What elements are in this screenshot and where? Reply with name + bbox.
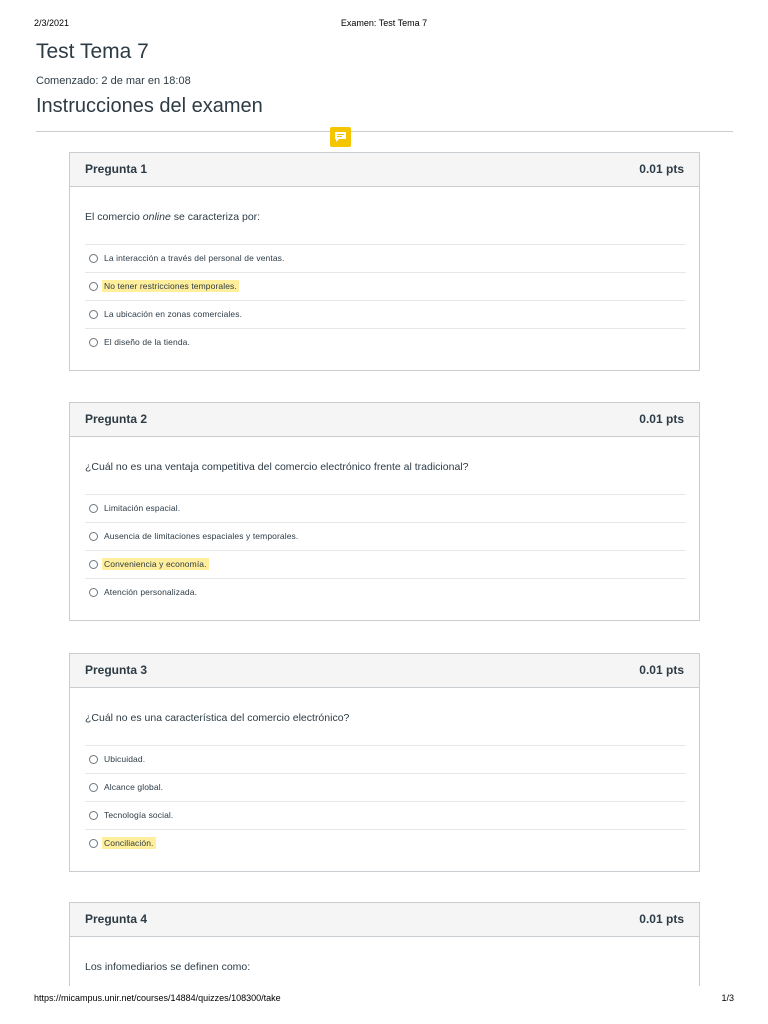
question-header [70,903,699,937]
answer-label: El diseño de la tienda. [104,337,190,347]
answer-option[interactable] [85,272,686,300]
answer-option[interactable] [85,578,686,606]
question-name: Pregunta 1 [85,162,148,176]
question-points: 0.01 pts [639,162,684,176]
answer-label: Atención personalizada. [104,587,198,597]
answer-label-highlighted: No tener restricciones temporales. [104,281,237,291]
question-points: 0.01 pts [639,912,684,926]
question-text: ¿Cuál no es una característica del comercio electrónico? [85,712,350,724]
question-text: Los infomediarios se definen como: [85,961,251,973]
answer-option[interactable] [85,328,686,356]
print-page-title: Examen: Test Tema 7 [340,18,428,28]
answer-list [85,745,686,857]
question-text-emphasis: online [142,211,171,223]
radio-circle-icon[interactable] [89,560,98,569]
question-name: Pregunta 3 [85,663,148,677]
answer-option[interactable] [85,300,686,328]
print-header [0,18,768,32]
radio-circle-icon[interactable] [89,504,98,513]
answer-option[interactable] [85,550,686,578]
answer-option[interactable] [85,801,686,829]
question-card-2 [69,402,700,621]
radio-circle-icon[interactable] [89,755,98,764]
question-points: 0.01 pts [639,412,684,426]
answer-option[interactable] [85,745,686,773]
question-card-3 [69,653,700,872]
answer-option[interactable] [85,773,686,801]
answer-option[interactable] [85,244,686,272]
quiz-started-time: Comenzado: 2 de mar en 18:08 [36,75,191,87]
radio-circle-icon[interactable] [89,783,98,792]
answer-label: Alcance global. [104,782,164,792]
answer-label: La ubicación en zonas comerciales. [104,309,243,319]
answer-label: Tecnología social. [104,810,174,820]
question-name: Pregunta 2 [85,412,148,426]
print-url: https://micampus.unir.net/courses/14884/quizzes/108300/take [34,993,281,1003]
radio-circle-icon[interactable] [89,588,98,597]
question-card-4 [69,902,700,986]
question-header [70,153,699,187]
instructions-title: Instrucciones del examen [36,95,263,117]
answer-option[interactable] [85,522,686,550]
comment-bubble-icon[interactable] [330,127,351,147]
answer-label-highlighted: Conciliación. [104,838,154,848]
answer-option[interactable] [85,829,686,857]
quiz-title: Test Tema 7 [36,40,149,63]
answer-list [85,494,686,606]
radio-circle-icon[interactable] [89,338,98,347]
question-header [70,403,699,437]
print-footer [0,993,768,1007]
print-page-number: 1/3 [721,993,734,1003]
question-header [70,654,699,688]
radio-circle-icon[interactable] [89,532,98,541]
radio-circle-icon[interactable] [89,254,98,263]
question-points: 0.01 pts [639,663,684,677]
radio-circle-icon[interactable] [89,310,98,319]
answer-label: La interacción a través del personal de ventas. [104,253,285,263]
question-card-1 [69,152,700,371]
print-date: 2/3/2021 [34,18,70,28]
answer-label: Ausencia de limitaciones espaciales y temporales. [104,531,299,541]
answer-option[interactable] [85,494,686,522]
answer-label-highlighted: Conveniencia y economía. [104,559,207,569]
radio-circle-icon[interactable] [89,811,98,820]
question-text: El comercio online se caracteriza por: [85,211,261,223]
answer-label: Ubicuidad. [104,754,146,764]
question-text: ¿Cuál no es una ventaja competitiva del comercio electrónico frente al tradicional? [85,461,469,473]
instructions-divider [36,131,733,132]
question-name: Pregunta 4 [85,912,148,926]
radio-circle-icon[interactable] [89,282,98,291]
answer-list [85,244,686,356]
answer-label: Limitación espacial. [104,503,181,513]
radio-circle-icon[interactable] [89,839,98,848]
